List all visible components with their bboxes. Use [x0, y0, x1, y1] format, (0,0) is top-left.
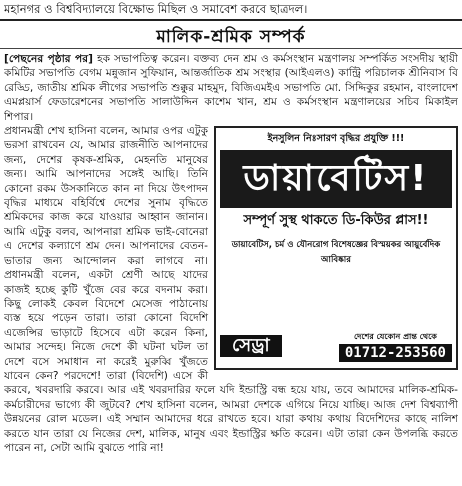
ad-footer [220, 328, 452, 364]
ad-top-line: ইনসুলিন নিঃসারণ বৃদ্ধির প্রযুক্তি !!! [267, 133, 405, 145]
divider [0, 48, 462, 49]
article-text-rest: প্রধানমন্ত্রী শেখ হাসিনা বলেন, আমার ওপর এটুকু ভরসা রাখবেন যে, আমার রাজনীতি আপনাদের জন্য, দেশের কৃষক-শ্রমিক, মেহনতি মানুষের জন্য। আমি আপনাদের সঙ্গেই আছি। তিনি কোনো রকম উসকানিতে কান না দিয়ে উৎপাদন বৃদ্ধির মাধ্যমে বহির্বিশ্বে দেশের সুনাম বৃদ্ধিতে শ্রমিকদের কাজ করে যাওয়ার আহ্বান জানান। আমি এটুকু বলব, আপনারা শ্রমিক ভাই-বোনেরা এ দেশের কল্যাণে শ্রম দেন। আপনাদের বেতন-ভাতার জন্য আন্দোলন করা লাগবে না। প্রধানমন্ত্রী বলেন, একটা শ্রেণী আছে যাদের কাজই হচ্ছে কুটি খুঁজে বের করে বদনাম করা। কিছু লোকই কেবল বিদেশে মেসেজ পাঠানোয় ব্যস্ত হয়ে পড়েন তারা। তারা কোনো বিদেশি এজেন্সির ভাড়াটে হিসেবে এটা করেন কিনা, আমার সন্দেহ। নিজে দেশে কী ঘটনা ঘটল তা দেশে বসে সমাধান না করেই মুরুব্বি খুঁজতে যাবেন কেন? পরদেশে! তারা (বিদেশি) এসে কী করবে, খবরদারি করবে। আর এই খবরদারির ফলে যদি ইন্ডাস্ট্রি বন্ধ হয়ে যায়, তবে আমাদের মালিক-শ্রমিক-কর্মচারীদের ভাগ্যে কী জুটবে? শেখ হাসিনা বলেন, আমরা দেশকে এগিয়ে নিয়ে যাচ্ছি। আজ দেশ বিশ্বব্যাপী উন্নয়নের রোল মডেল। এই সম্মান আমাদের ধরে রাখতে হবে। যারা কথায় কথায় বিদেশিদের কাছে নালিশ করতে যান তারা যে নিজের দেশ, মালিক, মানুষ এবং ইন্ডাস্ট্রির ক্ষতি করেন। এটা তারা কেন উপলব্ধি করতে পারেন না, সেটা আমি বুঝতে পারি না! [4, 125, 458, 454]
ad-slogan: সম্পূর্ণ সুস্থ থাকতে ডি-কিউর প্লাস!! [243, 213, 429, 229]
article-body [4, 52, 458, 484]
ad-phone[interactable]: 01712-253560 [339, 344, 452, 362]
divider [0, 19, 462, 21]
continuation-tag: [পেছনের পৃষ্ঠার পর] [4, 53, 93, 65]
ad-note: দেশের যেকোন প্রান্ত থেকে [353, 331, 437, 341]
ad-description: ডায়াবেটিস, চর্ম ও যৌনরোগ বিশেষজ্ঞের বিস্ময়কর আয়ুর্বেদিক আবিষ্কার [231, 240, 441, 265]
ad-banner: ডায়াবেটিস! [220, 150, 452, 208]
advertisement[interactable] [214, 126, 458, 370]
ad-brand: সেড্রা [220, 335, 282, 357]
ad-contact [339, 330, 452, 363]
previous-article-last-line: মহানগর ও বিশ্ববিদ্যালয়ে বিক্ষোভ মিছিল ও সমাবেশ করবে ছাত্রদল। [4, 2, 308, 16]
article-text-start: হক সভাপতিত্ব করেন। বক্তব্য দেন শ্রম ও কর্মসংস্থান মন্ত্রণালয় সম্পর্কিত সংসদীয় স্থায়ী কমিটির সভাপতি বেগম মন্নুজান সুফিয়ান, আন্তর্জাতিক শ্রম সংস্থার (আইএলও) কান্ট্রি পরিচালক শ্রীনিবাস বি রেড্ডি, জাতীয় শ্রমিক লীগের সভাপতি শুক্কুর মাহমুদ, বিজিএমইএ সভাপতি মো. সিদ্দিকুর রহমান, বাংলাদেশ এমপ্লয়ার্স ফেডারেশনের সভাপতি সালাউদ্দিন কাশেম খান, শ্রম ও কর্মসংস্থান মন্ত্রণালয়ের সচিব মিকাইল শিপার। [4, 53, 458, 123]
article-headline: মালিক-শ্রমিক সম্পর্ক [156, 27, 306, 47]
article-paragraph [4, 52, 458, 124]
